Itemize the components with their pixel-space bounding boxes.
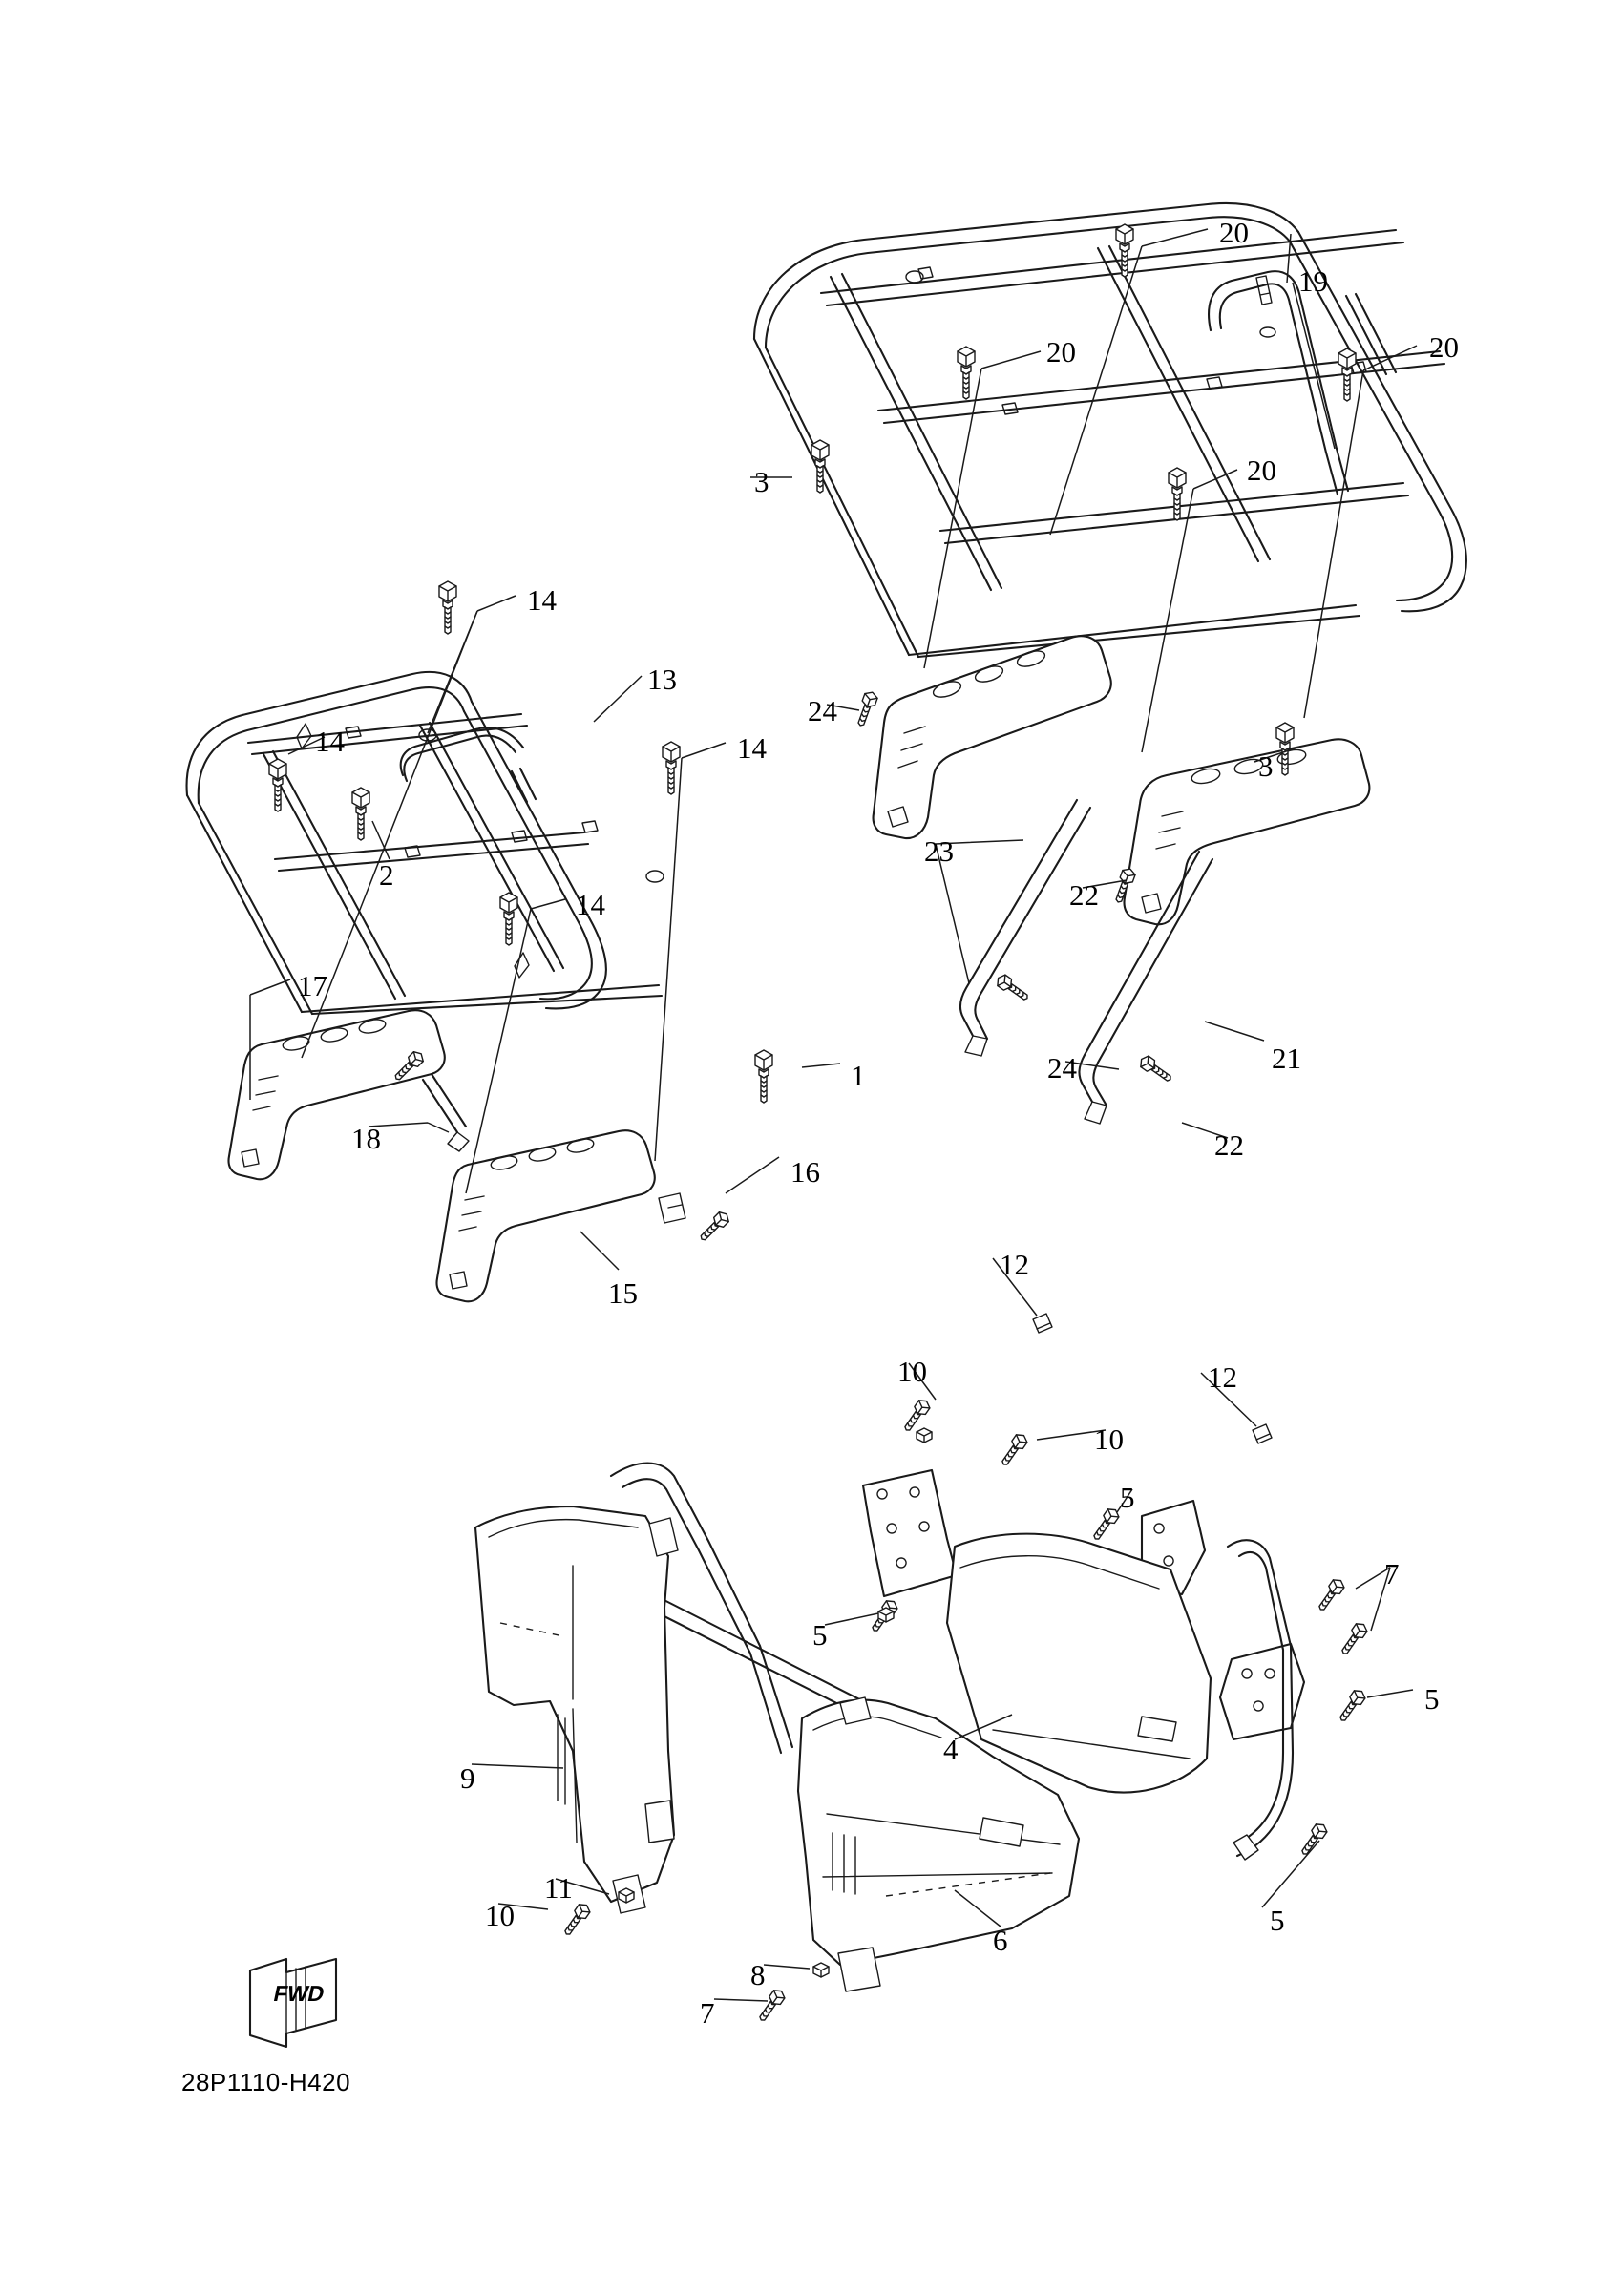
callout-18: 18 bbox=[351, 1122, 381, 1155]
callout-12a: 12 bbox=[1000, 1248, 1029, 1281]
front-carrier-fasteners bbox=[269, 581, 772, 1244]
callout-22b: 22 bbox=[1214, 1128, 1244, 1162]
rear-carrier-assembly bbox=[754, 203, 1466, 657]
callout-10b: 10 bbox=[1094, 1422, 1124, 1456]
left-guard-panel bbox=[475, 1506, 678, 1913]
callout-14b: 14 bbox=[315, 725, 345, 758]
callout-14d: 14 bbox=[576, 888, 605, 921]
callout-12b: 12 bbox=[1208, 1360, 1237, 1394]
callout-10a: 10 bbox=[897, 1355, 927, 1388]
callout-17: 17 bbox=[298, 969, 327, 1002]
front-carrier-bracket-left bbox=[229, 1010, 470, 1179]
callout-3a: 3 bbox=[754, 465, 769, 498]
callout-24a: 24 bbox=[808, 694, 837, 727]
callout-13: 13 bbox=[647, 663, 677, 696]
rear-carrier-bracket-left bbox=[874, 636, 1111, 838]
callout-11: 11 bbox=[544, 1871, 573, 1905]
callout-9: 9 bbox=[460, 1761, 475, 1795]
callout-22a: 22 bbox=[1069, 878, 1099, 912]
diagram-part-code: 28P1110-H420 bbox=[181, 2068, 351, 2096]
callout-3b: 3 bbox=[1258, 749, 1274, 783]
callout-20d: 20 bbox=[1247, 453, 1276, 487]
rear-carrier-bracket-right bbox=[1125, 739, 1370, 924]
callout-5a: 5 bbox=[1120, 1481, 1135, 1514]
callout-21: 21 bbox=[1272, 1042, 1301, 1075]
callout-5c: 5 bbox=[1424, 1682, 1440, 1716]
callout-24b: 24 bbox=[1047, 1051, 1077, 1085]
fwd-label: FWD bbox=[271, 1981, 327, 2006]
callout-5b: 5 bbox=[812, 1618, 828, 1652]
callout-20a: 20 bbox=[1219, 216, 1249, 249]
callout-23: 23 bbox=[924, 834, 954, 868]
callout-20b: 20 bbox=[1046, 335, 1076, 369]
front-carrier-assembly bbox=[187, 672, 664, 1014]
callout-14c: 14 bbox=[737, 731, 767, 765]
callout-10c: 10 bbox=[485, 1899, 515, 1932]
callout-7b: 7 bbox=[700, 1996, 715, 2030]
callout-4: 4 bbox=[943, 1733, 959, 1766]
callout-6: 6 bbox=[993, 1924, 1008, 1957]
callout-7a: 7 bbox=[1384, 1557, 1400, 1590]
callout-19: 19 bbox=[1298, 264, 1328, 298]
callout-8: 8 bbox=[750, 1958, 766, 1991]
callout-20c: 20 bbox=[1429, 330, 1459, 364]
callout-15: 15 bbox=[608, 1276, 638, 1310]
callout-14a: 14 bbox=[527, 583, 557, 617]
callout-16: 16 bbox=[790, 1155, 820, 1189]
callout-5d: 5 bbox=[1270, 1904, 1285, 1937]
callout-2: 2 bbox=[379, 858, 394, 892]
callout-1: 1 bbox=[851, 1059, 866, 1092]
